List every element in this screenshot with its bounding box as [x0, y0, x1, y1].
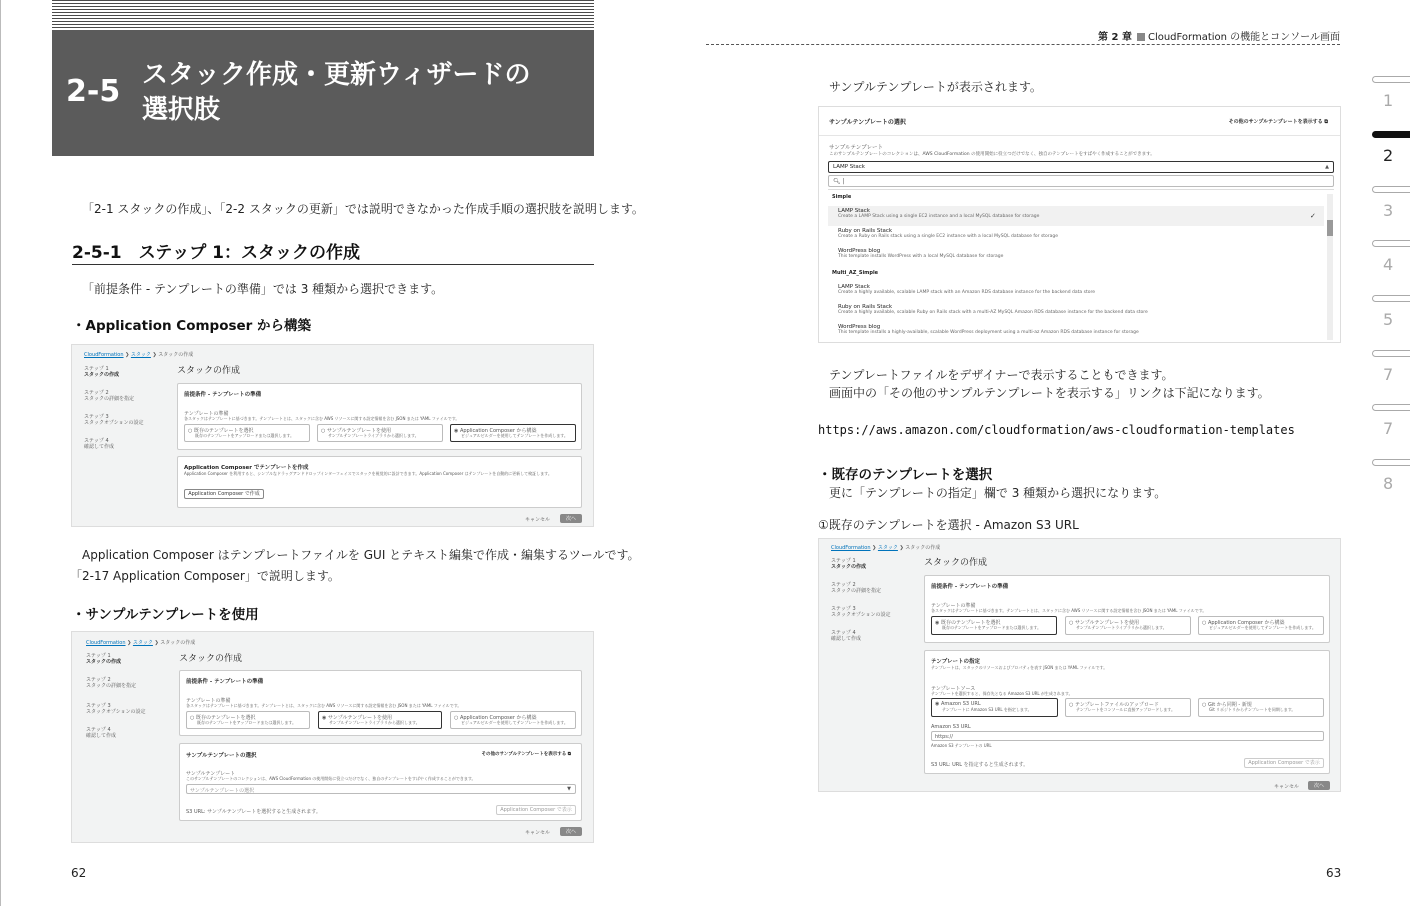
section-banner: [52, 30, 594, 156]
step3-label: ステップ 3: [84, 414, 109, 420]
dd-item-simple-wordpress[interactable]: WordPress blog This template installs WordPress with a local MySQL database for storage: [838, 248, 1004, 259]
bullet-composer: ・Application Composer から構築: [72, 318, 312, 334]
s4-spec-card: [924, 650, 1330, 774]
s2-other-samples-link[interactable]: その他のサンプルテンプレートを表示する ⧉: [481, 752, 571, 757]
prereq-card: [177, 383, 582, 450]
step1-name: スタックの作成: [84, 372, 120, 378]
screenshot-dropdown: [818, 106, 1341, 343]
s2-step3-label: ステップ 3: [86, 703, 111, 709]
page-edge: [0, 0, 1, 906]
section-number: 2-5: [66, 74, 121, 109]
breadcrumb-current-4: スタックの作成: [905, 545, 941, 551]
s4-step4-name: 確認して作成: [831, 636, 862, 642]
breadcrumb-root[interactable]: CloudFormation: [84, 352, 124, 358]
s2-sample-title: サンプルテンプレートの選択: [186, 753, 257, 759]
chapter-tab-8[interactable]: 8: [1372, 459, 1410, 493]
s2-sample-card: [179, 743, 582, 821]
step2-label: ステップ 2: [84, 390, 109, 396]
screenshot-sample: CloudFormation ❯ スタック ❯ スタックの作成 ステップ 1 スタックの作成 ステップ 2 スタックの詳細を指定 ステップ 3 スタックオプションの設定 ステップ 4 確認して作成 スタックの作成 前提条件 - テンプレートの準備 テンプレートの準備 各スタックはテンプレートに基づきます。テンプレートとは、スタックに含む AWS リソースに関する設定情報を含む JSON または YAML ファイルです。 ○ 既存のテンプレートを選択 既存のテンプレートをアップロードまたは選択します。 ◉ サンプルテンプレートを使用 サンプルテンプレートライブラリから選択します。 ○ Application Composer から構築 ビジュアルビルダーを使用してテンプレートを作成します。 サンプルテンプレートの選択 その他のサンプルテンプレートを表示する ⧉ サンプルテンプレート このサンプルテンプレートのコレクションは、AWS CloudFormation の使用開始に役立つだけでなく、独自のテンプレートをすばやく作成することができます。 サンプルテンプレートの選択 ▼ S3 URL: サンプルテンプレートを選択すると生成されます。 Application Composer で表示 キャンセル 次へ: [71, 631, 594, 843]
dd-search-input[interactable]: [828, 175, 1334, 187]
bullet-sample: ・サンプルテンプレートを使用: [72, 607, 259, 623]
step1-label: ステップ 1: [84, 366, 109, 372]
s2-prereq-title: 前提条件 - テンプレートの準備: [186, 679, 264, 685]
s2-step4-label: ステップ 4: [86, 727, 111, 733]
s4-next-button[interactable]: 次へ: [1308, 781, 1330, 790]
composer-text1: Application Composer はテンプレートファイルを GUI とテキスト編集で作成・編集するツールです。: [82, 548, 640, 562]
s2-prepare-desc: 各スタックはテンプレートに基づきます。テンプレートとは、スタックに含む AWS リソースに関する設定情報を含む JSON または YAML ファイルです。: [186, 703, 462, 708]
dd-scrollbar[interactable]: [1327, 194, 1333, 340]
s4-prepare-label: テンプレートの準備: [931, 603, 976, 609]
chapter-tab-1[interactable]: 1: [1372, 76, 1410, 110]
step2-name: スタックの詳細を指定: [84, 396, 135, 402]
dd-sample-desc: このサンプルテンプレートのコレクションは、AWS CloudFormation の使用開始に役立つだけでなく、独自のテンプレートをすばやく作成することができます。: [829, 152, 1155, 157]
s4-opt-sample[interactable]: ○ サンプルテンプレートを使用 サンプルテンプレートライブラリから選択します。: [1065, 616, 1191, 635]
section-title: [142, 58, 530, 128]
s2-prereq-card: [179, 670, 582, 736]
s4-composer-view-button[interactable]: Application Composer で表示: [1244, 758, 1324, 768]
s2-step2-label: ステップ 2: [86, 677, 111, 683]
s2-prepare-label: テンプレートの準備: [186, 698, 231, 704]
s2-opt-composer[interactable]: ○ Application Composer から構築 ビジュアルビルダーを使用してテンプレートを作成します。: [450, 711, 576, 729]
s4-spec-desc: テンプレートは、スタックのリソースおよびプロパティを表す JSON または YAML ファイルです。: [931, 665, 1108, 670]
composer-text2: 「2-17 Application Composer」で説明します。: [70, 569, 340, 583]
check-icon: ✓: [1310, 212, 1316, 220]
s2-opt-existing[interactable]: ○ 既存のテンプレートを選択 既存のテンプレートをアップロードまたは選択します。: [186, 711, 310, 729]
chapter-tab-3[interactable]: 3: [1372, 186, 1410, 220]
s2-step2-name: スタックの詳細を指定: [86, 683, 137, 689]
s2-sample-select[interactable]: サンプルテンプレートの選択 ▼: [186, 784, 576, 794]
subsection-rule: [72, 264, 594, 265]
cancel-button[interactable]: キャンセル: [525, 517, 551, 523]
s4-src-s3[interactable]: ◉ Amazon S3 URL テンプレートに Amazon S3 URL を指定します。: [931, 698, 1058, 717]
s2-s3-url-note: S3 URL: サンプルテンプレートを選択すると生成されます。: [186, 809, 321, 815]
opt-composer[interactable]: ◉ Application Composer から構築 ビジュアルビルダーを使用してテンプレートを作成します。: [450, 424, 576, 442]
s2-step4-name: 確認して作成: [86, 733, 117, 739]
s4-s3-field-hint: Amazon S3 テンプレートの URL: [931, 743, 992, 748]
breadcrumb-stack-4[interactable]: スタック: [877, 545, 898, 551]
s4-spec-title: テンプレートの指定: [931, 659, 981, 665]
s4-step4-label: ステップ 4: [831, 630, 856, 636]
step4-name: 確認して作成: [84, 444, 115, 450]
composer-card-title: Application Composer でテンプレートを作成: [184, 465, 309, 471]
s4-opt-composer[interactable]: ○ Application Composer から構築 ビジュアルビルダーを使用してテンプレートを作成します。: [1198, 616, 1324, 635]
dd-sample-title: サンプルテンプレートの選択: [829, 119, 906, 126]
s2-console-title: スタックの作成: [179, 654, 243, 664]
s2-sample-label: サンプルテンプレート: [186, 771, 236, 777]
prepare-desc: 各スタックはテンプレートに基づきます。テンプレートとは、スタックに含む AWS リソースに関する設定情報を含む JSON または YAML ファイルです。: [184, 416, 460, 421]
s4-s3-field-label: Amazon S3 URL: [931, 724, 971, 730]
screenshot-composer: CloudFormation ❯ スタック ❯ スタックの作成 ステップ 1 スタックの作成 ステップ 2 スタックの詳細を指定 ステップ 3 スタックオプションの設定 ステップ 4 確認して作成 スタックの作成 前提条件 - テンプレートの準備 テンプレートの準備 各スタックはテンプレートに基づきます。テンプレートとは、スタックに含む AWS リソースに関する設定情報を含む JSON または YAML ファイルです。 ○ 既存のテンプレートを選択 既存のテンプレートをアップロードまたは選択します。 ○ サンプルテンプレートを使用 サンプルテンプレートライブラリから選択します。 ◉ Application Composer から構築 ビジュアルビルダーを使用してテンプレートを作成します。 Application Composer でテンプレートを作成 Application Composer を利用すると、シンプルなドラッグアンドドロップインターフェイスでスタックを視覚的に設計できます。Application Composer はテンプレートを自動的に更新して検証します。 Application Composer で作成 キャンセル 次へ: [71, 344, 594, 527]
s4-console-title: スタックの作成: [924, 558, 988, 568]
intro-text: 「2-1 スタックの作成」、「2-2 スタックの更新」では説明できなかった作成手順の選択肢を説明します。: [82, 202, 644, 216]
existing-text: 更に「テンプレートの指定」欄で 3 種類から選択になります。: [829, 486, 1167, 500]
prereq-title: 前提条件 - テンプレートの準備: [184, 392, 262, 398]
sample-shown-text: サンプルテンプレートが表示されます。: [829, 80, 1042, 94]
s2-composer-view-button[interactable]: Application Composer で表示: [496, 805, 576, 815]
designer-text2: 画面中の「その他のサンプルテンプレートを表示する」リンクは下記になります。: [829, 386, 1270, 400]
section-title-line2: 選択肢: [142, 95, 221, 125]
dd-list: [828, 189, 1334, 341]
dd-group-simple: Simple: [832, 194, 852, 200]
chapter-tab-6[interactable]: 7: [1372, 350, 1410, 384]
s2-step1-name: スタックの作成: [86, 659, 122, 665]
dd-other-samples-link[interactable]: その他のサンプルテンプレートを表示する ⧉: [1228, 119, 1328, 125]
running-head: 第 2 章 CloudFormation の機能とコンソール画面: [1098, 32, 1340, 43]
s4-source-desc: テンプレートを選択すると、保存先となる Amazon S3 URL が生成されます。: [931, 691, 1073, 696]
screenshot-existing-s3: CloudFormation ❯ スタック ❯ スタックの作成 ステップ 1 スタックの作成 ステップ 2 スタックの詳細を指定 ステップ 3 スタックオプションの設定 ステップ 4 確認して作成 スタックの作成 前提条件 - テンプレートの準備 テンプレートの準備 各スタックはテンプレートに基づきます。テンプレートとは、スタックに含む AWS リソースに関する設定情報を含む JSON または YAML ファイルです。 ◉ 既存のテンプレートを選択 既存のテンプレートをアップロードまたは選択します。 ○ サンプルテンプレートを使用 サンプルテンプレートライブラリから選択します。 ○ Application Composer から構築 ビジュアルビルダーを使用してテンプレートを作成します。 テンプレートの指定 テンプレートは、スタックのリソースおよびプロパティを表す JSON または YAML ファイルです。 テンプレートソース テンプレートを選択すると、保存先となる Amazon S3 URL が生成されます。 ◉ Amazon S3 URL テンプレートに Amazon S3 URL を指定します。 ○ テンプレートファイルのアップロード テンプレートをコンソールに直接アップロードします。 ○ Git から同期 - 新規 Git リポジトリからテンプレートを同期します。 Amazon S3 URL https:// Amazon S3 テンプレートの URL S3 URL: URL を指定すると生成されます。 Application Composer で表示 キャンセル 次へ: [818, 538, 1341, 792]
prereq-text: 「前提条件 - テンプレートの準備」では 3 種類から選択できます。: [82, 282, 444, 296]
section-title-line1: スタック作成・更新ウィザードの: [142, 60, 531, 90]
composer-card: [177, 456, 582, 508]
step3-name: スタックオプションの設定: [84, 420, 144, 426]
breadcrumb-current: スタックの作成: [158, 352, 194, 358]
breadcrumb-root-2[interactable]: CloudFormation: [86, 640, 126, 646]
chapter-tab-5[interactable]: 5: [1372, 295, 1410, 329]
composer-create-button[interactable]: Application Composer で作成: [184, 489, 264, 499]
composer-card-desc: Application Composer を利用すると、シンプルなドラッグアンドドロップインターフェイスでスタックを視覚的に設計できます。Application Composer はテンプレートを自動的に更新して検証します。: [184, 471, 552, 476]
chapter-tab-4[interactable]: 4: [1372, 240, 1410, 274]
page-number-left: 62: [71, 866, 87, 880]
breadcrumb-stack[interactable]: スタック: [130, 352, 151, 358]
dd-item-multi-lamp[interactable]: LAMP Stack Create a highly available, scalable LAMP stack with an Amazon RDS database instance for the backend data store: [838, 284, 1096, 295]
breadcrumb-current-2: スタックの作成: [160, 640, 196, 646]
bullet-existing: ・既存のテンプレートを選択: [818, 467, 993, 483]
header-stripes: [52, 0, 594, 30]
dd-select[interactable]: LAMP Stack ▲: [828, 161, 1334, 173]
chapter-tab-7[interactable]: 7: [1372, 404, 1410, 438]
s4-prepare-desc: 各スタックはテンプレートに基づきます。テンプレートとは、スタックに含む AWS リソースに関する設定情報を含む JSON または YAML ファイルです。: [931, 608, 1207, 613]
s4-step3-label: ステップ 3: [831, 606, 856, 612]
s2-step3-name: スタックオプションの設定: [86, 709, 146, 715]
s2-cancel-button[interactable]: キャンセル: [525, 830, 551, 836]
next-button[interactable]: 次へ: [560, 514, 582, 523]
s2-next-button[interactable]: 次へ: [560, 827, 582, 836]
s4-s3-url-input[interactable]: https://: [931, 731, 1324, 741]
s4-step1-name: スタックの作成: [831, 564, 867, 570]
prepare-label: テンプレートの準備: [184, 411, 229, 417]
dd-item-multi-rails[interactable]: Ruby on Rails Stack Create a highly available, scalable Ruby on Rails stack with a multi-AZ MySQL Amazon RDS database instance for the backend data store: [838, 304, 1148, 315]
subsection-heading: 2-5-1 ステップ 1：スタックの作成: [72, 243, 361, 263]
s4-step2-label: ステップ 2: [831, 582, 856, 588]
s4-step1-label: ステップ 1: [831, 558, 856, 564]
s4-src-upload[interactable]: ○ テンプレートファイルのアップロード テンプレートをコンソールに直接アップロードします。: [1065, 698, 1191, 717]
s2-opt-sample[interactable]: ◉ サンプルテンプレートを使用 サンプルテンプレートライブラリから選択します。: [318, 711, 442, 729]
dd-item-simple-lamp[interactable]: LAMP Stack Create a LAMP Stack using a single EC2 instance and a local MySQL database for storage: [838, 208, 1040, 219]
breadcrumb-root-4[interactable]: CloudFormation: [831, 545, 871, 551]
dd-group-multi: Multi_AZ_Simple: [832, 270, 879, 276]
console-title: スタックの作成: [177, 366, 241, 376]
chapter-tab-2[interactable]: 2: [1372, 131, 1410, 165]
s4-step2-name: スタックの詳細を指定: [831, 588, 882, 594]
s4-cancel-button[interactable]: キャンセル: [1274, 784, 1300, 790]
s4-prereq-card: [924, 575, 1330, 643]
s2-sample-desc: このサンプルテンプレートのコレクションは、AWS CloudFormation の使用開始に役立つだけでなく、独自のテンプレートをすばやく作成することができます。: [186, 776, 476, 781]
dd-item-multi-wordpress[interactable]: WordPress blog This template installs a highly-available, scalable WordPress deployment using a multi-az Amazon RDS database instance for storage: [838, 324, 1139, 335]
s4-prereq-title: 前提条件 - テンプレートの準備: [931, 584, 1009, 590]
running-head-rule: [706, 44, 1340, 45]
breadcrumb-stack-2[interactable]: スタック: [132, 640, 153, 646]
s4-s3-url-gen: S3 URL: URL を指定すると生成されます。: [931, 762, 1029, 768]
opt-existing[interactable]: ○ 既存のテンプレートを選択 既存のテンプレートをアップロードまたは選択します。: [184, 424, 310, 442]
s4-step3-name: スタックオプションの設定: [831, 612, 891, 618]
s4-source-label: テンプレートソース: [931, 686, 976, 692]
page-number-right: 63: [1326, 866, 1342, 880]
designer-text1: テンプレートファイルをデザイナーで表示することもできます。: [829, 368, 1174, 382]
dd-sample-label: サンプルテンプレート: [829, 145, 884, 151]
s4-opt-existing[interactable]: ◉ 既存のテンプレートを選択 既存のテンプレートをアップロードまたは選択します。: [931, 616, 1057, 635]
step4-label: ステップ 4: [84, 438, 109, 444]
template-url: https://aws.amazon.com/cloudformation/aws-cloudformation-templates: [818, 423, 1295, 437]
s2-step1-label: ステップ 1: [86, 653, 111, 659]
search-icon: 🔍︎ |: [833, 178, 845, 185]
s3-heading: ①既存のテンプレートを選択 - Amazon S3 URL: [818, 518, 1079, 532]
s4-src-git[interactable]: ○ Git から同期 - 新規 Git リポジトリからテンプレートを同期します。: [1198, 698, 1324, 717]
opt-sample[interactable]: ○ サンプルテンプレートを使用 サンプルテンプレートライブラリから選択します。: [317, 424, 443, 442]
dd-item-simple-rails[interactable]: Ruby on Rails Stack Create a Ruby on Rails stack using a single EC2 instance with a local MySQL database for storage: [838, 228, 1059, 239]
